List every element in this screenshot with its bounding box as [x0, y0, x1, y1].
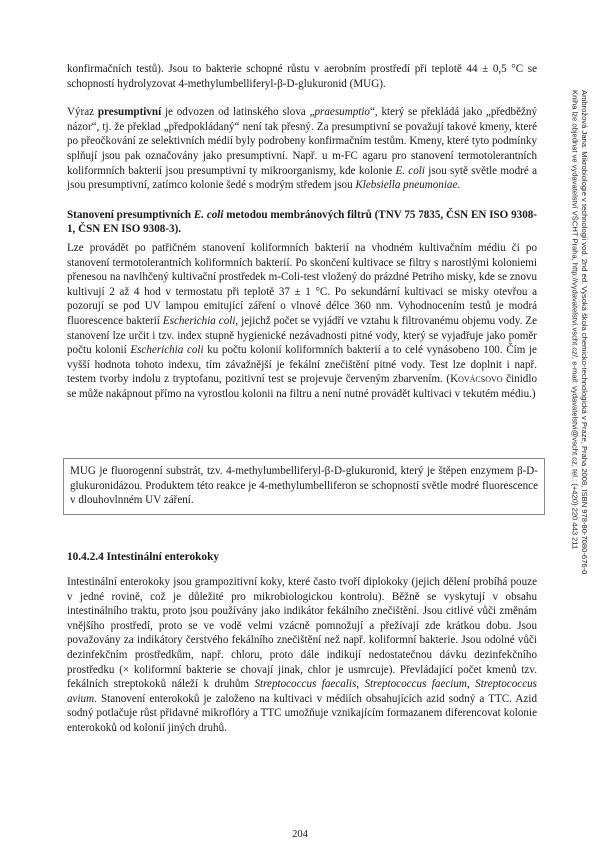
species-name: Streptococcus avium	[67, 678, 537, 705]
latin-term: praesumptio	[314, 106, 370, 119]
presumptive-paragraph	[67, 105, 537, 193]
side-citation	[570, 90, 589, 610]
side-citation-line2: Kniha lze objednat ve vydavatelství VŠCHT Praha, http://vydavatelstvi.vscht.cz/, e-mail: vydavatelstvi@vscht.cz, tel.: (+420) 220 443 211	[570, 90, 580, 550]
main-content	[67, 62, 537, 401]
text-span: , jejichž počet se vyjádří ve vztahu k filtrovanému objemu vody. Ze stanovení lze určit i tzv. index stupně hygienické nezávadnosti pitné vody, který se vyjadřuje jako poměr počtu kolonií	[67, 314, 538, 357]
enterococci-paragraph	[67, 575, 537, 736]
text-span: Intestinální enterokoky jsou grampozitivní koky, které často tvoří diplokoky (jejich dělení probíhá pouze v jedné rovině, což je důležité pro mikrobiologickou kontrolu). Běžně se vyskytují v obsahu intestinálního traktu, proto jsou používány jako indikátor fekálního znečištění. Jsou citlivé vůči změnám vnějšího prostředí, proto se ve vodě velmi vzácně pomnožují a přežívají zde krátkou dobu. Jsou považovány za indikátory čerstvého fekálního znečištění než např. koliformní bakterie. Jsou odolné vůči dezinfekčním prostředkům, např. chloru, proto dále indikují nedostatečnou dávku dezinfekčního prostředku (× koliformní bakterie se chovají jinak, chlor je usmrcuje). Převládající počet kmenů tzv. fekálních streptokoků náleží k druhům	[67, 576, 537, 691]
side-citation-line1: Ambrožová Jana: Mikrobiologie v technologii vod. 2nd ed. Vysoká škola chemicko-technologická v Praze, Praha 2008, ISBN 978-80-7080-676-0	[580, 90, 590, 575]
text-span: ,	[466, 678, 476, 691]
species-name: Escherichia coli	[162, 314, 236, 327]
reagent-name: Kovácsovo	[450, 373, 503, 386]
text-span: Lze provádět po patřičném stanovení koliformních bakterií na vhodném kultivačním médiu či po stanovení termotolerantních koliformních bakterií. Po skončení kultivace se filtry s narostlými koloniemi přenesou na navlhčený kultivační prostředek m-Coli-test vložený do prázdné Petriho misky, kde se znovu kultivují 2 až 4 hod v termostatu při teplotě 37 ± 1 °C. Po sekundární kultivaci se misky otevřou a pozorují se pod UV lampou emitující záření o vlnové délce 360 nm. Vyhodnocením testů je modrá fluorescence bakterií	[67, 241, 537, 327]
text-span: . Stanovení enterokoků je založeno na kultivaci v médiích obsahujících azid sodný a TTC. Azid sodný potlačuje růst přidavné mikroflóry a TTC umožňuje vznikajícím formazanem diferencovat kolonie enterokoků od kolonií jiných druhů.	[67, 692, 537, 734]
term-presumptive: presumptivní	[97, 106, 162, 119]
species-name: Escherichia coli	[130, 344, 204, 357]
method-heading	[67, 208, 537, 237]
species-name: E. coli	[395, 164, 425, 177]
section-heading: 10.4.2.4 Intestinální enterokoky	[67, 551, 220, 563]
text-span: činidlo se může nakápnout přímo na vyrostlou kolonii na filtru a není nutné provádět kultivaci v tekutém médiu.)	[67, 373, 537, 400]
method-paragraph	[67, 241, 537, 402]
species-name: Streptococcus faecium	[364, 678, 467, 691]
mug-note-box	[63, 458, 545, 515]
text-span: ,	[356, 678, 365, 691]
intro-paragraph: konfirmačních testů). Jsou to bakterie schopné růstu v aerobním prostředí při teplotě 44 ± 0,5 °C se schopností hydrolyzovat 4-methylumbelliferyl-β-D-glukuronid (MUG).	[67, 63, 537, 90]
species-name: Streptococcus faecalis	[254, 678, 357, 691]
text-span: je odvozen od latinského slova „	[161, 106, 315, 119]
species-name: Klebsiella pneumoniae	[355, 179, 458, 192]
text-span: jsou sytě světle modré a jsou presumptivní, zatímco kolonie šedé s modrým středem jsou	[67, 164, 537, 192]
text-span: metodou membránových filtrů (TNV 75 7835, ČSN EN ISO 9308-1, ČSN EN ISO 9308-3).	[67, 208, 537, 236]
species-name: E. coli	[193, 208, 224, 221]
text-span: ku počtu kolonií koliformních bakterií a to celé vynásobeno 100. Čím je vyšší hodnota tohoto indexu, tím závažnější je fekální znečištění pitné vody. Test lze doplnit i např. testem tvorby indolu z tryptofanu, pozitivní test se projevuje červeným zbarvením. (	[67, 344, 537, 386]
text-span: “, který se překládá jako „předběžný názor“, tj. že překlad „předpokládaný“ není tak přesný. Za presumptivní se považují takové kmeny, které po přeočkování ze selektivních médií byly podrobeny konfirmačním testům. Kmeny, které tyto podmínky splňují jsou pak označovány jako presumptivní. Např. u m-FC agaru pro stanovení termotolerantních koliformních bakterií jsou presumptivní ty mikroorganismy, kde kolonie	[67, 106, 538, 177]
page-number: 204	[292, 829, 308, 840]
text-span: Výraz	[67, 106, 98, 119]
note-text: MUG je fluorogenní substrát, tzv. 4-methylumbelliferyl-β-D-glukuronid, který je štěpen enzymem β-D-glukuronidázou. Produktem této reakce je 4-methylumbelliferon se schopností světle modré fluorescence v dlouhovlnném UV záření.	[70, 465, 539, 507]
text-span: .	[457, 179, 461, 192]
text-span: Stanovení presumptivních	[67, 208, 194, 221]
